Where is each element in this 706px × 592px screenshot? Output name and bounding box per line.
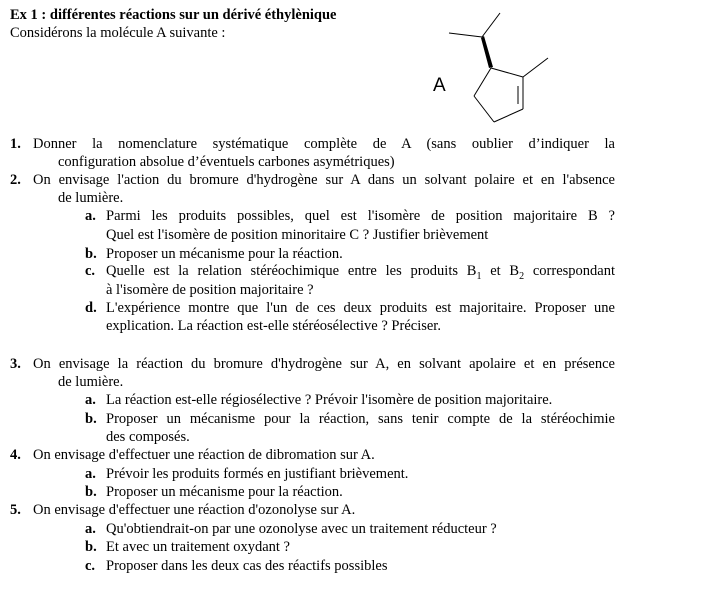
q5a-letter: a. [85,521,96,537]
q2c-letter: c. [85,263,96,279]
exercise-title: Ex 1 : différentes réactions sur un dérivé éthylènique [10,7,337,23]
q5c-letter: c. [85,558,96,574]
q2d-text-cont: explication. La réaction est-elle stéréosélective ? Préciser. [106,318,441,334]
q5b-letter: b. [85,539,97,555]
q5-number: 5. [10,502,21,518]
q2b-letter: b. [85,246,97,262]
q3-text: On envisage la réaction du bromure d'hydrogène sur A, en solvant apolaire et en présence [33,356,615,372]
q2c-text-cont: à l'isomère de position majoritaire ? [106,282,314,298]
q2a-text-cont: Quel est l'isomère de position minoritaire C ? Justifier brièvement [106,227,489,243]
q2-text-cont: de lumière. [58,190,124,206]
q5b-text: Et avec un traitement oxydant ? [106,539,290,555]
q3a-text: La réaction est-elle régiosélective ? Prévoir l'isomère de position majoritaire. [106,392,553,408]
q3b-letter: b. [85,411,97,427]
q5-text: On envisage d'effectuer une réaction d'ozonolyse sur A. [33,502,356,518]
q1-text-cont: configuration absolue d’éventuels carbones asymétriques) [58,154,395,170]
intro-text: Considérons la molécule A suivante : [10,25,226,41]
q2a-letter: a. [85,208,96,224]
q2d-text: L'expérience montre que l'un de ces deux produits est majoritaire. Proposer une [106,300,615,316]
q2b-text: Proposer un mécanisme pour la réaction. [106,246,343,262]
q3-text-cont: de lumière. [58,374,124,390]
q5a-text: Qu'obtiendrait-on par une ozonolyse avec un traitement réducteur ? [106,521,497,537]
q5c-text: Proposer dans les deux cas des réactifs possibles [106,558,388,574]
q4a-text: Prévoir les produits formés en justifiant brièvement. [106,466,409,482]
q4a-letter: a. [85,466,96,482]
q3b-text: Proposer un mécanisme pour la réaction, sans tenir compte de la stéréochimie [106,411,615,427]
q4-text: On envisage d'effectuer une réaction de dibromation sur A. [33,447,375,463]
q3-number: 3. [10,356,21,372]
q1-text: Donner la nomenclature systématique complète de A (sans oublier d’indiquer la [33,136,615,152]
q4b-letter: b. [85,484,97,500]
q2d-letter: d. [85,300,97,316]
q2-number: 2. [10,172,21,188]
molecule-a-structure [0,0,706,140]
q2a-text: Parmi les produits possibles, quel est l'isomère de position majoritaire B ? [106,208,615,224]
q3a-letter: a. [85,392,96,408]
molecule-label: A [433,75,446,96]
q3b-text-cont: des composés. [106,429,190,445]
q1-number: 1. [10,136,21,152]
q4-number: 4. [10,447,21,463]
q4b-text: Proposer un mécanisme pour la réaction. [106,484,343,500]
q2-text: On envisage l'action du bromure d'hydrogène sur A dans un solvant polaire et en l'absence [33,172,615,188]
q2c-text: Quelle est la relation stéréochimique entre les produits $B_1$ et $B_2$ correspondant [106,263,616,282]
